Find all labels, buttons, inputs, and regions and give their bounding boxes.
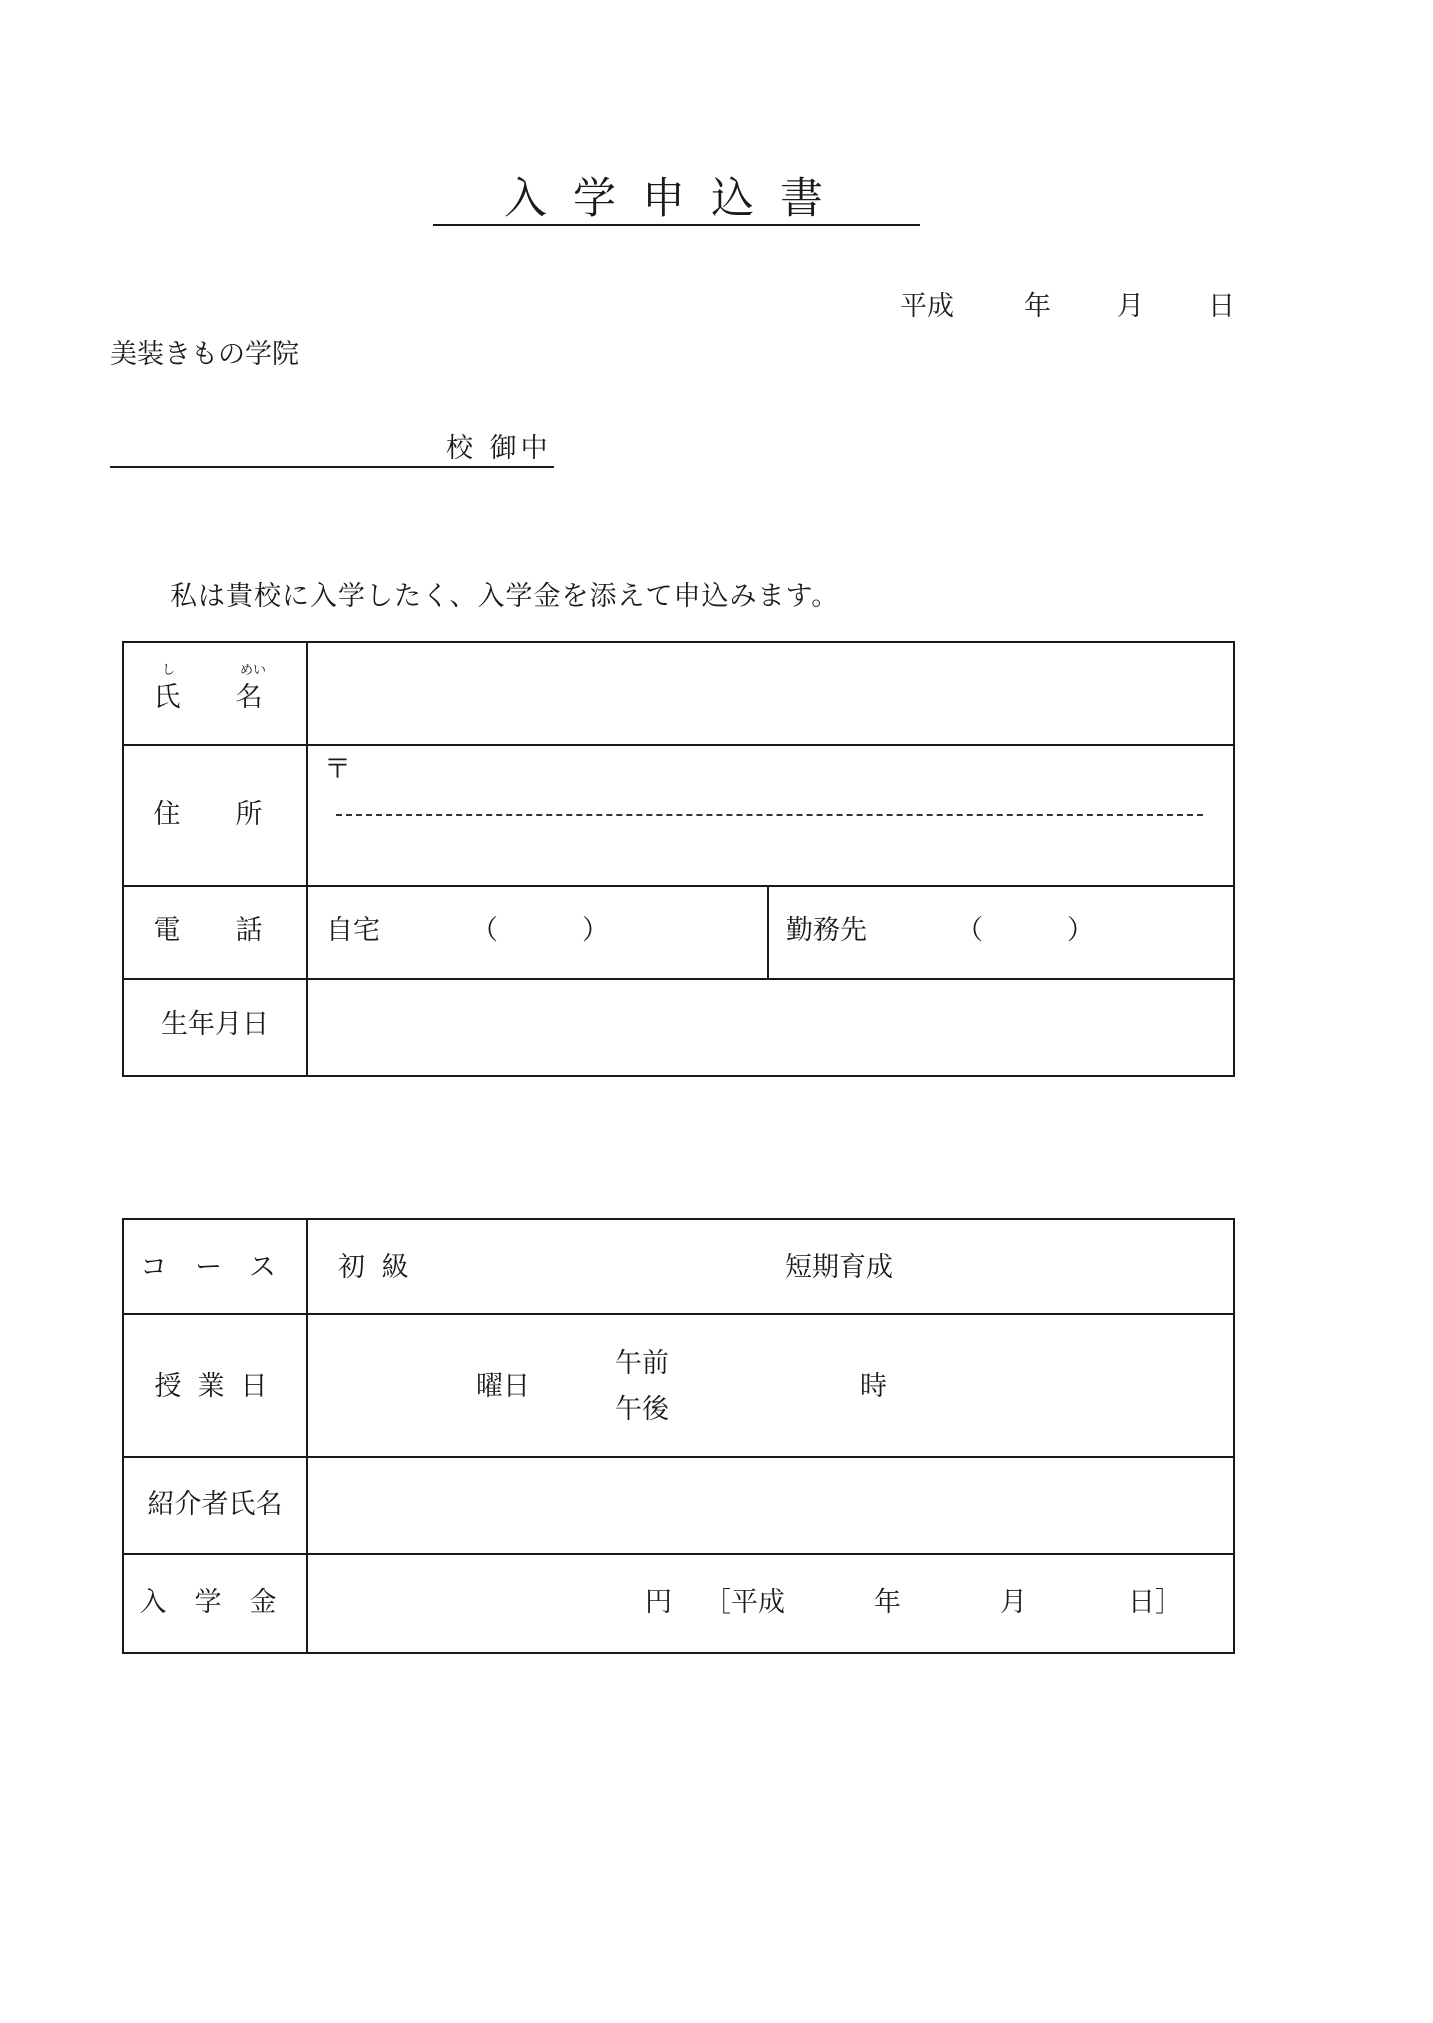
address-field[interactable] <box>308 746 1233 883</box>
date-day-unit: 日 <box>1208 291 1235 322</box>
fee-date-day-unit: 日］ <box>1128 1587 1182 1618</box>
page-title: 入学申込書 <box>504 174 849 224</box>
referrer-field[interactable] <box>308 1458 1233 1551</box>
phone-column-divider <box>767 885 769 978</box>
name-label: 氏 名 <box>153 682 277 713</box>
yen-unit: 円 <box>645 1587 672 1618</box>
row-divider <box>124 1553 1233 1555</box>
birthdate-label: 生年月日 <box>161 1009 269 1040</box>
hour-unit: 時 <box>860 1371 887 1402</box>
home-phone-label: 自宅 <box>326 915 380 946</box>
fee-date-era: ［平成 <box>704 1587 785 1618</box>
application-statement: 私は貴校に入学したく、入学金を添えて申込みます。 <box>170 581 840 612</box>
row-divider <box>124 885 1233 887</box>
branch-name-line[interactable] <box>110 466 554 468</box>
pm-option[interactable]: 午後 <box>615 1394 669 1425</box>
course-label: コース <box>140 1252 304 1283</box>
title-underline <box>433 224 920 226</box>
date-year-unit: 年 <box>1024 291 1051 322</box>
personal-info-table <box>122 641 1235 1077</box>
branch-suffix: 校 御中 <box>446 433 552 464</box>
am-option[interactable]: 午前 <box>615 1348 669 1379</box>
label-column-divider <box>306 1220 308 1652</box>
fee-date-year-unit: 年 <box>874 1587 901 1618</box>
phone-label: 電 話 <box>153 915 277 946</box>
school-name: 美装きもの学院 <box>110 339 299 370</box>
work-phone-label: 勤務先 <box>786 915 867 946</box>
work-phone-parens[interactable]: （ ） <box>956 915 1104 946</box>
name-ruby-mei: めい <box>240 663 267 678</box>
fee-date-month-unit: 月 <box>1000 1587 1027 1618</box>
course-option-short-term[interactable]: 短期育成 <box>785 1252 893 1283</box>
referrer-label: 紹介者氏名 <box>147 1489 283 1520</box>
address-label: 住 所 <box>153 799 277 830</box>
course-info-table <box>122 1218 1235 1654</box>
name-field[interactable] <box>308 643 1233 742</box>
postal-mark: 〒 <box>324 754 351 785</box>
course-option-beginner[interactable]: 初 級 <box>338 1252 413 1283</box>
entrance-fee-label: 入学金 <box>139 1587 305 1618</box>
class-day-label: 授業日 <box>154 1371 284 1402</box>
date-month-unit: 月 <box>1117 291 1144 322</box>
home-phone-parens[interactable]: （ ） <box>471 915 619 946</box>
weekday-unit: 曜日 <box>476 1371 530 1402</box>
name-ruby-shi: し <box>162 663 176 678</box>
birthdate-field[interactable] <box>308 980 1233 1075</box>
row-divider <box>124 1313 1233 1315</box>
date-era: 平成 <box>900 291 954 322</box>
